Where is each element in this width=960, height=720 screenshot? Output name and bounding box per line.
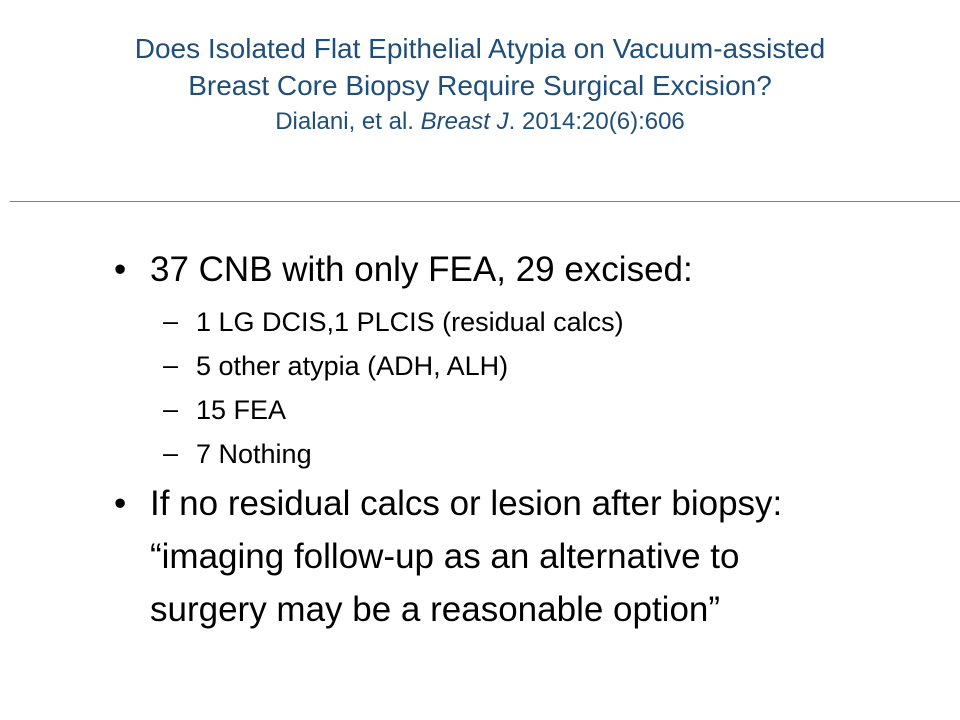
citation-journal: Breast J	[420, 108, 509, 135]
sub-bullet-text: 1 LG DCIS,1 PLCIS (residual calcs)	[196, 307, 624, 337]
sub-bullet-marker: –	[163, 350, 179, 380]
bullet-text-line: surgery may be a reasonable option”	[150, 590, 721, 629]
bullet-marker: •	[114, 250, 127, 289]
sub-bullet-marker: –	[163, 438, 179, 468]
title-line-2: Breast Core Biopsy Require Surgical Excision?	[188, 70, 772, 101]
bullet-marker: •	[114, 484, 127, 523]
bullet-text-line: “imaging follow-up as an alternative to	[150, 537, 740, 576]
sub-bullet-text: 5 other atypia (ADH, ALH)	[196, 351, 509, 381]
sub-bullet-text: 7 Nothing	[196, 439, 312, 469]
sub-bullet-text: 15 FEA	[196, 395, 287, 425]
citation-details: . 2014:20(6):606	[508, 108, 685, 135]
citation-authors: Dialani, et al.	[275, 108, 421, 135]
title-line-1: Does Isolated Flat Epithelial Atypia on Vacuum-assisted	[134, 33, 826, 64]
sub-bullet-marker: –	[163, 306, 179, 336]
sub-bullet-marker: –	[163, 394, 179, 424]
bullet-text: 37 CNB with only FEA, 29 excised:	[150, 250, 693, 289]
bullet-text-line: If no residual calcs or lesion after biopsy:	[150, 484, 783, 523]
